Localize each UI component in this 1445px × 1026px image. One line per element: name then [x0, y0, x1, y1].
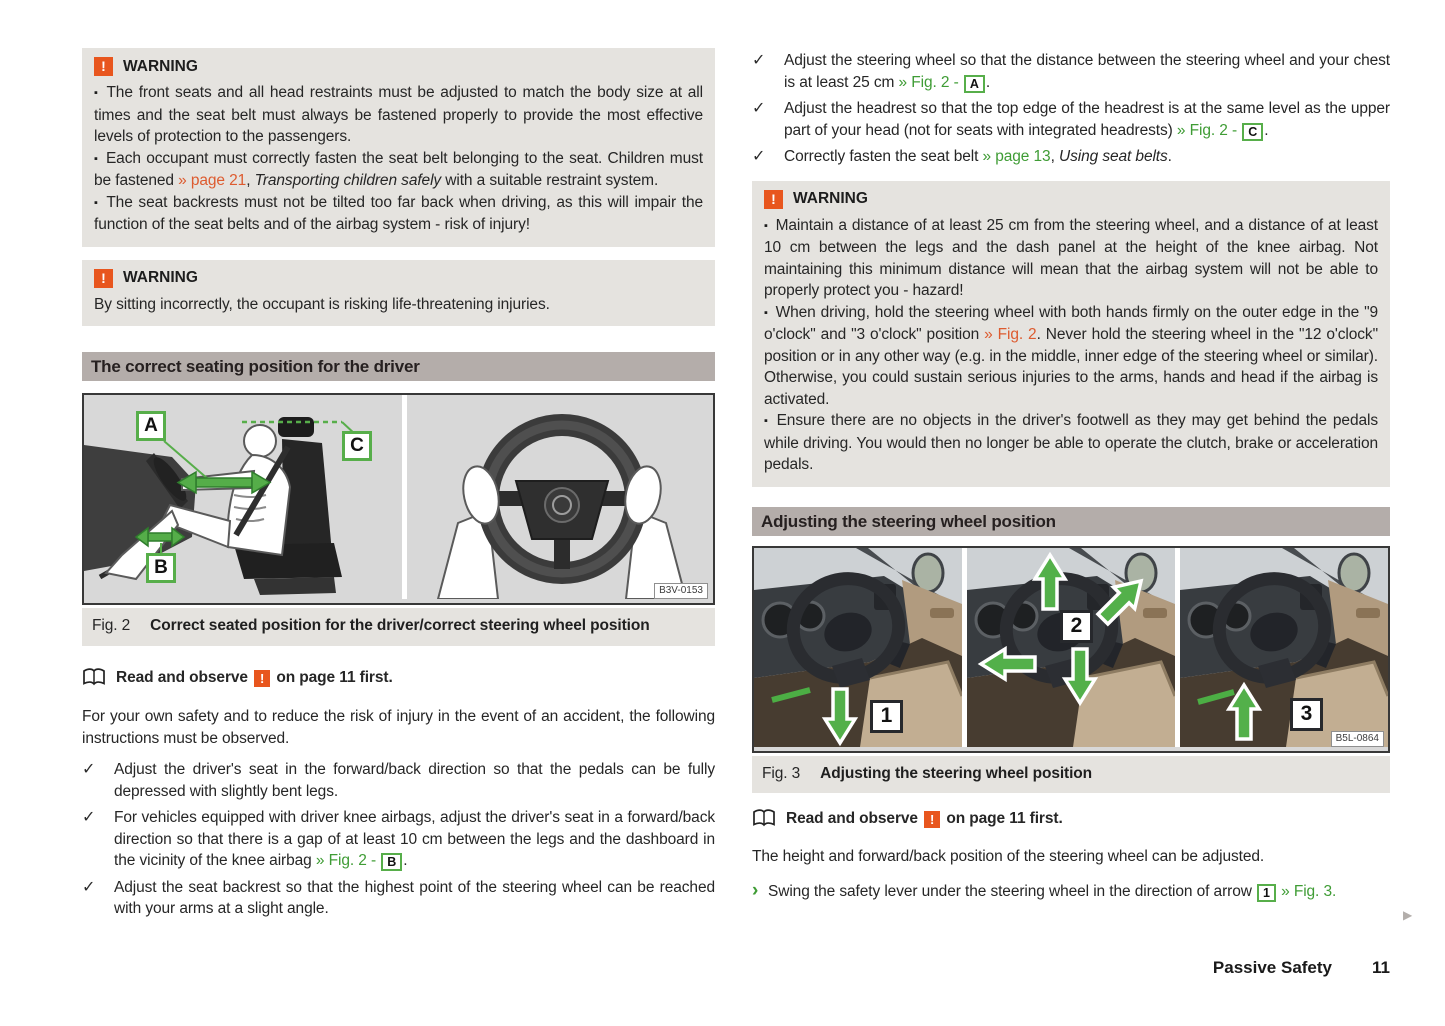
text-segment: Correctly fasten the seat belt	[784, 148, 983, 165]
warning-box-1	[82, 48, 715, 247]
check-icon: ✓	[82, 878, 96, 896]
square-bullet-marker: ▪	[94, 152, 99, 165]
text-segment: Adjust the seat backrest so that the highest point of the steering wheel can be reached with your arms at a slight angle.	[114, 878, 715, 917]
text-segment: Each occupant must correctly fasten the seat belt belonging to the seat. Children must be fastened	[94, 149, 703, 189]
right-column	[752, 50, 1390, 903]
figure-key-ref: C	[1242, 123, 1263, 141]
text-segment: . Never hold the steering wheel in the "12 o'clock" position or in any other way (e.g. in the middle, inner edge of the steering wheel or similar). Otherwise, you could sustain serious injuries to the arms, hands and head if the airbag is activated.	[764, 326, 1378, 408]
checklist-text	[784, 146, 1390, 168]
footer-page-number: 11	[1372, 958, 1390, 977]
checklist-text	[114, 807, 715, 872]
warning-title: WARNING	[793, 190, 868, 207]
square-bullet-marker: ▪	[764, 306, 769, 319]
figure-code-label: B3V-0153	[654, 583, 708, 599]
text-segment: .	[985, 73, 991, 91]
book-icon	[82, 668, 106, 687]
figure-key-ref: A	[964, 75, 985, 93]
warning-text	[764, 217, 1378, 300]
read-note-text	[786, 808, 1063, 830]
text-segment: ,	[1050, 148, 1059, 165]
square-bullet-marker: ▪	[764, 219, 769, 232]
chevron-bullet: ›	[752, 880, 759, 901]
cross-reference-link[interactable]: » page 21	[178, 172, 247, 189]
footer-section-label: Passive Safety	[1212, 958, 1333, 977]
warning-bullet	[94, 82, 703, 148]
step-text	[768, 881, 1390, 903]
text-segment: with a suitable restraint system.	[441, 172, 659, 189]
read-note	[82, 667, 715, 689]
check-icon: ✓	[752, 52, 766, 69]
warning-title: WARNING	[123, 57, 198, 75]
cross-reference-link[interactable]: » Fig. 2 -	[1176, 121, 1242, 139]
checklist-item	[82, 807, 715, 872]
warning-ref-badge: !	[254, 670, 270, 687]
text-segment: Read and observe	[116, 668, 253, 686]
warning-exclamation-icon: !	[94, 57, 113, 76]
figure-key-A: A	[136, 411, 166, 441]
warning-header	[94, 269, 703, 288]
intro-paragraph: For your own safety and to reduce the risk of injury in the event of an accident, the following instructions must be observed.	[82, 708, 715, 747]
text-segment: Ensure there are no objects in the driver's footwell as they may get behind the pedals while driving. You would then no longer be able to operate the clutch, brake or acceleration pedals.	[764, 412, 1378, 473]
warning-text: By sitting incorrectly, the occupant is risking life-threatening injuries.	[94, 295, 550, 313]
checklist-text	[784, 50, 1390, 93]
page-footer	[0, 958, 1390, 978]
section-header-seating-position: The correct seating position for the driver	[82, 352, 715, 381]
text-segment: .	[403, 852, 408, 869]
figure-key-2: 2	[1060, 610, 1093, 643]
checklist-item	[752, 146, 1390, 168]
steering-checklist	[752, 50, 1390, 168]
checklist-item	[82, 759, 715, 802]
warning-text	[94, 150, 703, 190]
warning-text	[764, 412, 1378, 473]
warning-exclamation-icon: !	[764, 190, 783, 209]
check-icon: ✓	[752, 148, 766, 165]
figure-caption-label: Fig. 3	[762, 764, 801, 782]
cross-reference-link[interactable]: » Fig. 2	[984, 326, 1037, 343]
text-segment: The seat backrests must not be tilted too far back when driving, as this will impair the function of the seat belts and of the airbag system - risk of injury!	[94, 193, 703, 233]
text-segment: Using seat belts	[1058, 148, 1168, 165]
figure-2	[82, 393, 715, 605]
cross-reference-link[interactable]: » page 13	[982, 148, 1051, 165]
figure-2-illustration	[84, 395, 713, 599]
warning-text	[764, 304, 1378, 408]
read-note-text	[116, 667, 393, 689]
text-segment: Adjust the steering wheel so that the distance between the steering wheel and your chest is at least 25 cm	[784, 52, 1390, 91]
cross-reference-link[interactable]: » Fig. 3.	[1281, 883, 1337, 900]
check-icon: ✓	[82, 761, 96, 778]
check-icon: ✓	[752, 100, 766, 117]
seating-checklist	[82, 759, 715, 920]
text-segment: on page 11 first.	[942, 810, 1063, 827]
text-segment: When driving, hold the steering wheel with both hands firmly on the outer edge in the "9 o'clock" and "3 o'clock" position	[764, 303, 1378, 343]
read-note	[752, 808, 1390, 830]
text-segment: Maintain a distance of at least 25 cm from the steering wheel, and a distance of at least 10 cm between the legs and the dash panel at the height of the knee airbag. Not maintaining this minimum distance will mean that the airbag system will not be able to properly protect you - hazard!	[764, 216, 1378, 299]
section-header-steering-wheel: Adjusting the steering wheel position	[752, 507, 1390, 536]
text-segment: on page 11 first.	[272, 668, 393, 686]
figure-key-ref: 1	[1257, 884, 1276, 902]
left-column	[82, 48, 715, 920]
check-icon: ✓	[82, 809, 96, 826]
checklist-item	[752, 98, 1390, 141]
text-segment: Adjust the headrest so that the top edge of the headrest is at the same level as the upper part of your head (not for seats with integrated headrests)	[784, 100, 1390, 139]
cross-reference-link[interactable]: » Fig. 2 -	[898, 73, 963, 91]
checklist-item	[752, 50, 1390, 93]
book-icon	[752, 809, 776, 828]
figure-key-B: B	[146, 553, 176, 583]
warning-header	[764, 190, 1378, 209]
text-segment: The front seats and all head restraints must be adjusted to match the body size at all times and the seat belt must always be fastened properly to provide the most effective levels of protection to the passengers.	[94, 84, 703, 145]
warning-box-2	[82, 260, 715, 327]
figure-caption-label: Fig. 2	[92, 617, 131, 634]
text-segment: Transporting children safely	[254, 172, 442, 189]
figure-caption-text: Correct seated position for the driver/correct steering wheel position	[150, 617, 650, 634]
figure-key-1: 1	[870, 700, 903, 733]
checklist-item	[82, 877, 715, 920]
warning-bullet	[94, 192, 703, 236]
square-bullet-marker: ▪	[94, 87, 100, 99]
warning-header	[94, 57, 703, 76]
figure-key-C: C	[342, 431, 372, 461]
checklist-text	[114, 877, 715, 920]
square-bullet-marker: ▪	[94, 196, 100, 209]
figure-key-ref: B	[381, 853, 402, 871]
checklist-text	[114, 759, 715, 802]
square-bullet-marker: ▪	[764, 415, 770, 427]
text-segment: For vehicles equipped with driver knee airbags, adjust the driver's seat in a forward/back direction so that there is a gap of at least 10 cm between the legs and the dashboard in the vicinity of the knee airbag	[114, 809, 715, 869]
text-segment: ,	[246, 172, 255, 189]
warning-text	[94, 194, 703, 234]
warning-box-3	[752, 181, 1390, 487]
warning-title: WARNING	[123, 269, 198, 286]
continuation-arrow-icon: ▶	[1403, 908, 1413, 922]
instruction-step	[752, 881, 1390, 903]
figure-3-caption	[752, 756, 1390, 794]
figure-caption-text: Adjusting the steering wheel position	[820, 764, 1093, 782]
figure-key-3: 3	[1290, 698, 1323, 731]
figure-2-caption	[82, 608, 715, 646]
adjustable-paragraph: The height and forward/back position of the steering wheel can be adjusted.	[752, 847, 1265, 865]
figure-3	[752, 546, 1390, 753]
text-segment: Swing the safety lever under the steering wheel in the direction of arrow	[768, 883, 1257, 900]
text-segment: .	[1167, 148, 1172, 165]
warning-text	[94, 84, 703, 145]
checklist-text	[784, 98, 1390, 141]
warning-bullet	[764, 410, 1378, 476]
warning-bullet	[764, 215, 1378, 302]
cross-reference-link[interactable]: » Fig. 2 -	[315, 852, 381, 869]
text-segment: Read and observe	[786, 810, 923, 827]
warning-bullet	[764, 302, 1378, 411]
warning-ref-badge: !	[924, 811, 940, 828]
text-segment: Adjust the driver's seat in the forward/back direction so that the pedals can be fully depressed with slightly bent legs.	[114, 761, 715, 800]
text-segment: .	[1264, 121, 1269, 139]
warning-exclamation-icon: !	[94, 269, 113, 288]
figure-code-label: B5L-0864	[1331, 731, 1384, 747]
warning-bullet	[94, 148, 703, 192]
